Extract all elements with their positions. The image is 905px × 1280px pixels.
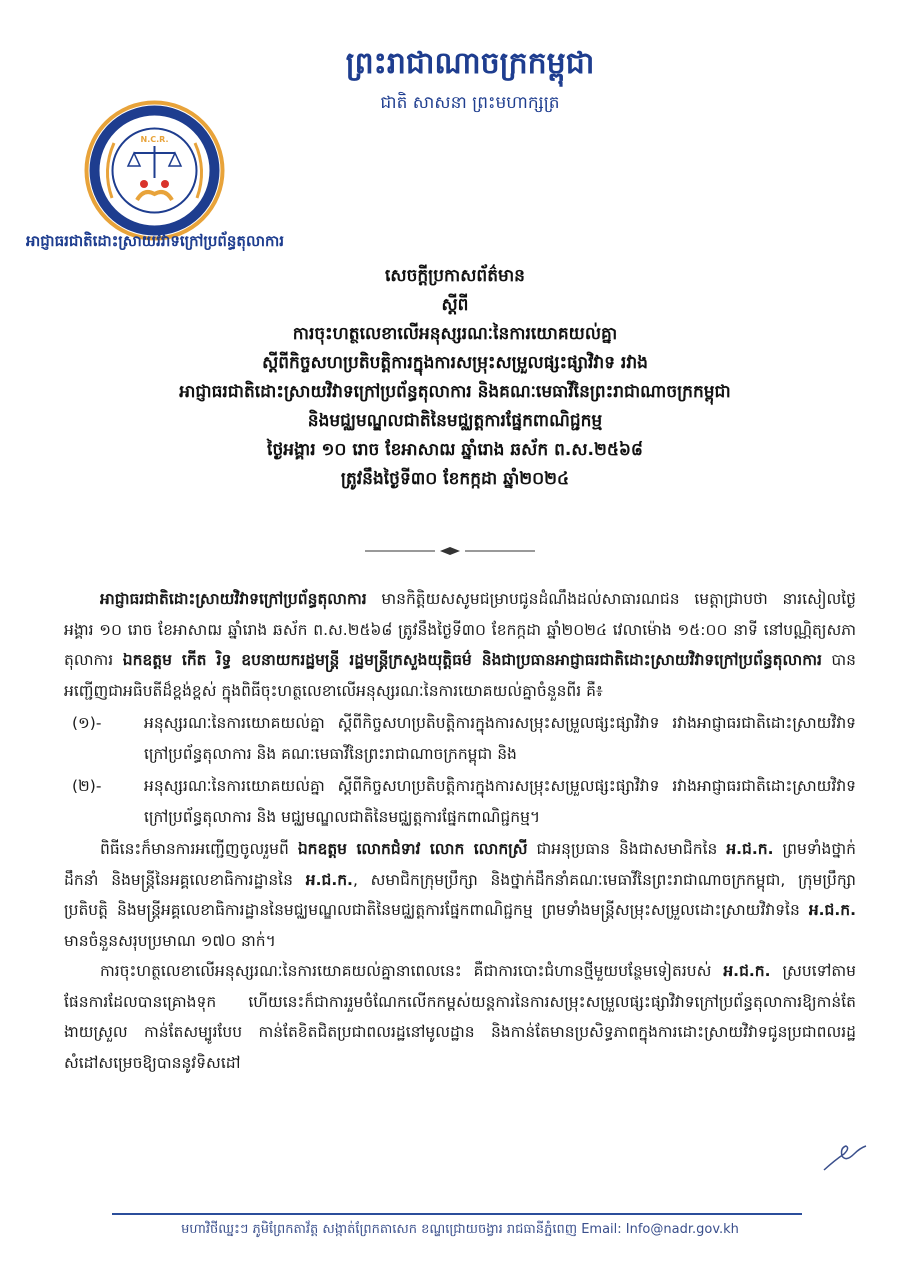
heading-line: ការចុះហត្ថលេខាលើអនុស្សរណៈនៃការយោគយល់គ្នា bbox=[292, 324, 618, 344]
heading-line: អាជ្ញាធរជាតិដោះស្រាយវិវាទក្រៅប្រព័ន្ធតុលាការ និងគណៈមេធាវីនៃព្រះរាជាណាចក្រកម្ពុជា bbox=[179, 382, 731, 402]
footer-divider bbox=[112, 1213, 802, 1215]
authority-name: អាជ្ញាធរជាតិដោះស្រាយវិវាទក្រៅប្រព័ន្ធតុលាការ bbox=[26, 232, 285, 250]
press-release-body bbox=[64, 584, 856, 1078]
heading-subject-label: ស្តីពី bbox=[441, 295, 469, 315]
presiding-official: ឯកឧត្តម កើត រិទ្ធ ឧបនាយករដ្ឋមន្ត្រី រដ្ឋមន្ត្រីក្រសួងយុត្តិធម៌ និងជាប្រធានអាជ្ញាធរជាតិដោះស្រាយវិវាទក្រៅប្រព័ន្ធតុលាការ bbox=[122, 651, 822, 669]
footer-address: មហាវិថីឈ្នះៗ ភូមិព្រែកតាវ័ត្ត សង្កាត់ព្រែកតាសេក ខណ្ឌជ្រោយចង្វារ រាជធានីភ្នំពេញ Email: Info@nadr.gov.kh bbox=[181, 1222, 739, 1237]
kingdom-title: ព្រះរាជាណាចក្រកម្ពុជា bbox=[345, 46, 595, 81]
divider-ornament bbox=[355, 545, 545, 557]
press-release-heading bbox=[60, 262, 850, 494]
paragraph-3: ការចុះហត្ថលេខាលើអនុស្សរណៈនៃការយោគយល់គ្នានាពេលនេះ គឺជាការបោះជំហានថ្មីមួយបន្ថែមទៀតរបស់ អ.ជ.ក. ស្របទៅតាមផែនការដែលបានគ្រោងទុក ហើយនេះក៏ជាការរួមចំណែកលើកកម្ពស់យន្តការនៃការសម្រុះសម្រួលផ្សះផ្សាវិវាទក្រៅប្រព័ន្ធតុលាការឱ្យកាន់តែងាយស្រួល កាន់តែសម្បូរបែប កាន់តែខិតជិតប្រជាពលរដ្ឋនៅមូលដ្ឋាន និងកាន់តែមានប្រសិទ្ធភាពក្នុងការដោះស្រាយវិវាទជូនប្រជាពលរដ្ឋ សំដៅសម្រេចឱ្យបាននូវទិសដៅ bbox=[64, 962, 856, 1072]
list-item-text: អនុស្សរណៈនៃការយោគយល់គ្នា ស្តីពីកិច្ចសហប្រតិបត្តិការក្នុងការសម្រុះសម្រួលផ្សះផ្សាវិវាទ រវាងអាជ្ញាធរជាតិដោះស្រាយវិវាទក្រៅប្រព័ន្ធតុលាការ និង គណៈមេធាវីនៃព្រះរាជាណាចក្រកម្ពុជា និង bbox=[144, 714, 856, 763]
svg-text:N.C.R.: N.C.R. bbox=[140, 135, 169, 144]
heading-line: ស្តីពីកិច្ចសហប្រតិបត្តិការក្នុងការសម្រុះសម្រួលផ្សះផ្សាវិវាទ រវាង bbox=[262, 353, 648, 373]
national-motto: ជាតិ សាសនា ព្រះមហាក្សត្រ bbox=[380, 93, 560, 113]
paragraph-2: ពិធីនេះក៏មានការអញ្ជើញចូលរួមពី ឯកឧត្តម លោកជំទាវ លោក លោកស្រី ជាអនុប្រធាន និងជាសមាជិកនៃ អ.ជ.ក. ព្រមទាំងថ្នាក់ដឹកនាំ និងមន្ត្រីនៃអគ្គលេខាធិការដ្ឋាននៃ អ.ជ.ក., សមាជិកក្រុមប្រឹក្សា និងថ្នាក់ដឹកនាំគណៈមេធាវីនៃព្រះរាជាណាចក្រកម្ពុជា, ក្រុមប្រឹក្សាប្រតិបត្តិ និងមន្ត្រីអគ្គលេខាធិការដ្ឋាននៃមជ្ឈមណ្ឌលជាតិនៃមជ្ឈត្តការផ្នែកពាណិជ្ជកម្ម ព្រមទាំងមន្ត្រីសម្រុះសម្រួលដោះស្រាយវិវាទនៃ អ.ជ.ក. មានចំនួនសរុបប្រមាណ ១៧០ នាក់។ bbox=[64, 840, 856, 950]
paragraph-1: អាជ្ញាធរជាតិដោះស្រាយវិវាទក្រៅប្រព័ន្ធតុលាការ មានកិត្តិយសសូមជម្រាបជូនដំណឹងដល់សាធារណជន មេត្តាជ្រាបថា នារសៀលថ្ងៃអង្គារ ១០ រោច ខែអាសាឍ ឆ្នាំរោង ឆស័ក ព.ស.២៥៦៨ ត្រូវនឹងថ្ងៃទី៣០ ខែកក្កដា ឆ្នាំ២០២៤ វេលាម៉ោង ១៥:០០ នាទី នៅបណ្ណិត្យសភាតុលាការ ឯកឧត្តម កើត រិទ្ធ ឧបនាយករដ្ឋមន្ត្រី រដ្ឋមន្ត្រីក្រសួងយុត្តិធម៌ និងជាប្រធានអាជ្ញាធរជាតិដោះស្រាយវិវាទក្រៅប្រព័ន្ធតុលាការ បានអញ្ជើញជាអធិបតីដ៏ខ្ពង់ខ្ពស់ ក្នុងពិធីចុះហត្ថលេខាលើអនុស្សរណៈនៃការយោគយល់គ្នាចំនួនពីរ គឺ៖ bbox=[64, 590, 857, 700]
list-item-number: (២)- bbox=[72, 777, 102, 795]
heading-lunar-date: ថ្ងៃអង្គារ ១០ រោច ខែអាសាឍ ឆ្នាំរោង ឆស័ក ព.ស.២៥៦៨ bbox=[267, 440, 643, 460]
list-item-number: (១)- bbox=[72, 714, 102, 732]
heading-date: ត្រូវនឹងថ្ងៃទី៣០ ខែកក្កដា ឆ្នាំ២០២៤ bbox=[340, 469, 570, 489]
list-item-text: អនុស្សរណៈនៃការយោគយល់គ្នា ស្តីពីកិច្ចសហប្រតិបត្តិការក្នុងការសម្រុះសម្រួលផ្សះផ្សាវិវាទ រវាងអាជ្ញាធរជាតិដោះស្រាយវិវាទក្រៅប្រព័ន្ធតុលាការ និង មជ្ឈមណ្ឌលជាតិនៃមជ្ឈត្តការផ្នែកពាណិជ្ជកម្ម។ bbox=[144, 777, 856, 826]
initials-signature bbox=[820, 1140, 870, 1175]
heading-line: និងមជ្ឈមណ្ឌលជាតិនៃមជ្ឈត្តការផ្នែកពាណិជ្ជកម្ម bbox=[307, 411, 603, 431]
heading-title: សេចក្តីប្រកាសព័ត៌មាន bbox=[385, 266, 525, 286]
list-item bbox=[64, 708, 856, 769]
authority-lead: អាជ្ញាធរជាតិដោះស្រាយវិវាទក្រៅប្រព័ន្ធតុលាការ bbox=[100, 590, 367, 608]
authority-seal-logo bbox=[82, 98, 227, 243]
list-item bbox=[64, 771, 856, 832]
